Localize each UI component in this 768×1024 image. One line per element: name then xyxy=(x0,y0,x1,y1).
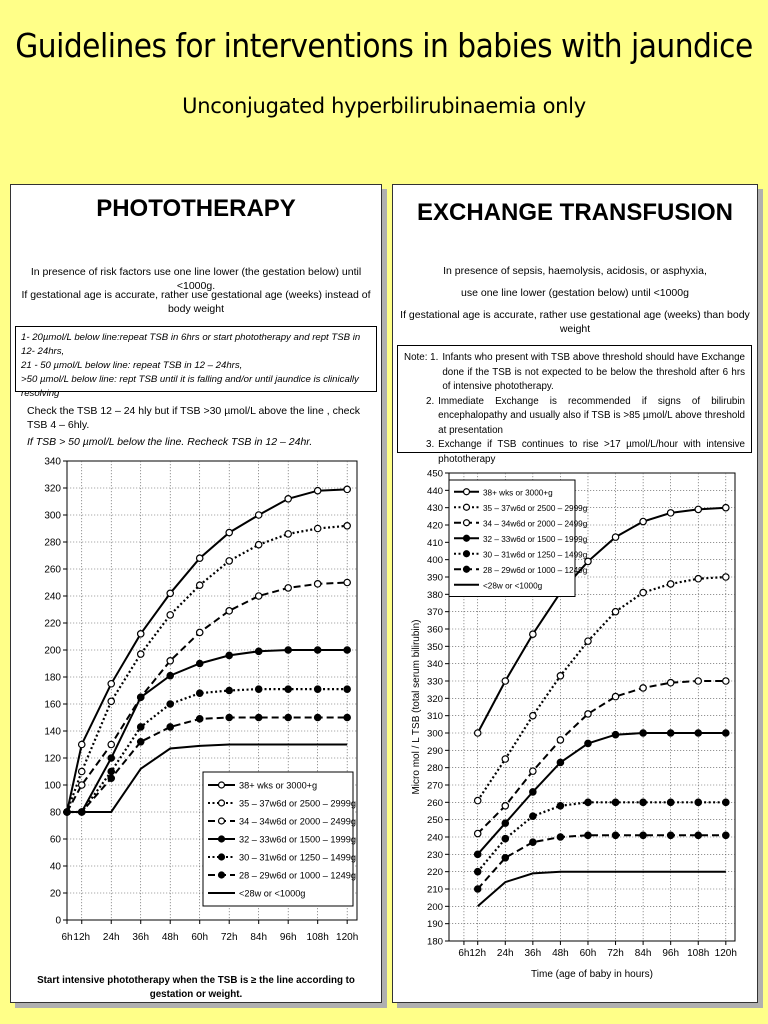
phototherapy-if-text: If TSB > 50 µmol/L below the line. Recheck TSB in 12 – 24hr. xyxy=(27,436,313,448)
x-tick-label: 96h xyxy=(279,932,297,943)
data-point xyxy=(695,730,701,736)
data-point xyxy=(226,687,232,693)
y-tick-label: 180 xyxy=(44,672,61,684)
data-point xyxy=(79,741,85,747)
y-tick-label: 220 xyxy=(426,867,443,879)
data-point xyxy=(226,652,232,658)
y-tick-label: 350 xyxy=(426,641,443,653)
y-tick-label: 440 xyxy=(426,485,443,497)
data-point xyxy=(557,759,563,765)
legend-label: <28w or <1000g xyxy=(483,581,543,591)
y-tick-label: 20 xyxy=(49,888,61,900)
data-point xyxy=(138,694,144,700)
legend-label: 30 – 31w6d or 1250 – 1499g xyxy=(483,550,588,560)
exchange-intro-1: In presence of sepsis, haemolysis, acidosis, or asphyxia, xyxy=(443,265,707,277)
page-subtitle: Unconjugated hyperbilirubinaemia only xyxy=(182,94,586,118)
legend-marker xyxy=(464,504,470,510)
series-line xyxy=(478,835,726,889)
data-point xyxy=(475,730,481,736)
y-tick-label: 370 xyxy=(426,607,443,619)
x-tick-label: 84h xyxy=(634,948,652,959)
series-line xyxy=(478,733,726,854)
data-point xyxy=(167,724,173,730)
data-point xyxy=(475,851,481,857)
data-point xyxy=(585,711,591,717)
data-point xyxy=(197,582,203,588)
data-point xyxy=(612,534,618,540)
data-point xyxy=(723,678,729,684)
x-tick-label: 60h xyxy=(579,948,597,959)
data-point xyxy=(138,739,144,745)
data-point xyxy=(723,730,729,736)
y-tick-label: 410 xyxy=(426,537,443,549)
y-tick-label: 60 xyxy=(49,834,61,846)
note-3-label: 3. xyxy=(426,439,435,450)
data-point xyxy=(226,529,232,535)
legend-label: 28 – 29w6d or 1000 – 1249g xyxy=(483,565,588,575)
y-tick-label: 140 xyxy=(44,726,61,738)
x-axis-title: Time (age of baby in hours) xyxy=(531,969,653,980)
data-point xyxy=(475,886,481,892)
y-tick-label: 260 xyxy=(44,564,61,576)
data-point xyxy=(640,518,646,524)
data-point xyxy=(314,488,320,494)
x-tick-label: 24h xyxy=(102,932,120,943)
data-point xyxy=(255,648,261,654)
exchange-panel xyxy=(392,184,758,1003)
data-point xyxy=(723,799,729,805)
data-point xyxy=(226,714,232,720)
x-tick-label: 120h xyxy=(714,948,737,959)
data-point xyxy=(79,782,85,788)
data-point xyxy=(344,523,350,529)
legend-marker xyxy=(219,800,225,806)
data-point xyxy=(585,638,591,644)
y-tick-label: 230 xyxy=(426,849,443,861)
data-point xyxy=(667,730,673,736)
data-point xyxy=(667,832,673,838)
legend-label: 34 – 34w6d or 2000 – 2499g xyxy=(483,519,588,529)
exchange-chart xyxy=(393,185,757,1002)
data-point xyxy=(502,820,508,826)
x-tick-label: 72h xyxy=(607,948,624,959)
legend-marker xyxy=(464,489,470,495)
note-2: Immediate Exchange is recommended if signs of bilirubin encephalopathy and usually also if TSB is >85 µmol/L above threshold at presentation xyxy=(438,395,745,436)
data-point xyxy=(285,686,291,692)
phototherapy-chart xyxy=(11,185,381,1002)
y-tick-label: 320 xyxy=(426,693,443,705)
y-tick-label: 390 xyxy=(426,572,443,584)
data-point xyxy=(314,581,320,587)
data-point xyxy=(285,647,291,653)
exchange-heading: EXCHANGE TRANSFUSION xyxy=(416,199,734,226)
series-line xyxy=(478,577,726,801)
x-tick-label: 36h xyxy=(132,932,150,943)
legend-label: 32 – 33w6d or 1500 – 1999g xyxy=(483,534,588,544)
data-point xyxy=(585,799,591,805)
data-point xyxy=(314,714,320,720)
phototherapy-panel xyxy=(10,184,382,1003)
y-tick-label: 420 xyxy=(426,520,443,532)
y-tick-label: 0 xyxy=(55,915,61,927)
data-point xyxy=(167,658,173,664)
data-point xyxy=(138,651,144,657)
y-tick-label: 320 xyxy=(44,483,61,495)
data-point xyxy=(530,631,536,637)
data-point xyxy=(344,579,350,585)
series-line xyxy=(478,872,726,907)
data-point xyxy=(695,799,701,805)
x-tick-label: 48h xyxy=(552,948,569,959)
data-point xyxy=(255,512,261,518)
data-point xyxy=(226,558,232,564)
data-point xyxy=(612,832,618,838)
y-tick-label: 40 xyxy=(49,861,61,873)
exchange-intro-3: If gestational age is accurate, rather use gestational age (weeks) than body weight xyxy=(400,309,750,335)
data-point xyxy=(502,803,508,809)
legend-label: 34 – 34w6d or 2000 – 2499g xyxy=(239,816,356,827)
y-tick-label: 260 xyxy=(426,797,443,809)
x-tick-label: 12h xyxy=(73,932,91,943)
legend-label: 38+ wks or 3000+g xyxy=(483,488,553,498)
y-tick-label: 300 xyxy=(426,728,443,740)
data-point xyxy=(226,608,232,614)
data-point xyxy=(167,590,173,596)
data-point xyxy=(138,631,144,637)
data-point xyxy=(612,732,618,738)
data-point xyxy=(108,741,114,747)
data-point xyxy=(695,506,701,512)
legend-label: 38+ wks or 3000+g xyxy=(239,780,318,791)
x-tick-label: 6h xyxy=(458,948,470,959)
phototherapy-heading: PHOTOTHERAPY xyxy=(96,195,296,222)
data-point xyxy=(285,531,291,537)
y-tick-label: 380 xyxy=(426,589,443,601)
data-point xyxy=(612,693,618,699)
data-point xyxy=(502,678,508,684)
x-tick-label: 72h xyxy=(220,932,238,943)
note-1-label: Note: 1. xyxy=(404,352,439,363)
data-point xyxy=(530,712,536,718)
data-point xyxy=(344,714,350,720)
x-tick-label: 108h xyxy=(687,948,710,959)
y-tick-label: 160 xyxy=(44,699,61,711)
data-point xyxy=(475,797,481,803)
y-tick-label: 290 xyxy=(426,745,443,757)
y-tick-label: 100 xyxy=(44,780,61,792)
data-point xyxy=(667,799,673,805)
data-point xyxy=(108,698,114,704)
data-point xyxy=(255,714,261,720)
y-tick-label: 340 xyxy=(426,659,443,671)
data-point xyxy=(475,830,481,836)
y-tick-label: 310 xyxy=(426,711,443,723)
y-tick-label: 450 xyxy=(426,468,443,480)
y-tick-label: 210 xyxy=(426,884,443,896)
legend-label: 35 – 37w6d or 2500 – 2999g xyxy=(483,503,588,513)
phototherapy-intro-2: If gestational age is accurate, rather use gestational age (weeks) instead of body weight xyxy=(21,289,371,315)
y-tick-label: 190 xyxy=(426,919,443,931)
legend-label: 28 – 29w6d or 1000 – 1249g xyxy=(239,870,356,881)
y-tick-label: 200 xyxy=(44,645,61,657)
legend-marker xyxy=(219,782,225,788)
y-tick-label: 240 xyxy=(44,591,61,603)
data-point xyxy=(502,756,508,762)
legend-marker xyxy=(219,872,225,878)
data-point xyxy=(285,714,291,720)
data-point xyxy=(695,678,701,684)
data-point xyxy=(197,555,203,561)
data-point xyxy=(640,589,646,595)
data-point xyxy=(108,755,114,761)
x-tick-label: 84h xyxy=(250,932,268,943)
data-point xyxy=(255,593,261,599)
y-tick-label: 80 xyxy=(49,807,61,819)
data-point xyxy=(344,486,350,492)
note-2-label: 2. xyxy=(426,395,435,407)
data-point xyxy=(314,525,320,531)
legend-label: <28w or <1000g xyxy=(239,888,306,899)
data-point xyxy=(695,832,701,838)
data-point xyxy=(255,686,261,692)
data-point xyxy=(640,799,646,805)
data-point xyxy=(667,680,673,686)
legend-label: 35 – 37w6d or 2500 – 2999g xyxy=(239,798,356,809)
legend-marker xyxy=(219,836,225,842)
note-1: Infants who present with TSB above threshold should have Exchange done if the TSB is not expected to be below the threshold after 6 hrs of intensive phototherapy. xyxy=(442,352,745,392)
data-point xyxy=(108,681,114,687)
data-point xyxy=(530,839,536,845)
box-line-2: 21 - 50 µmol/L below line: repeat TSB in 12 – 24hrs, xyxy=(21,360,243,371)
data-point xyxy=(167,672,173,678)
y-tick-label: 360 xyxy=(426,624,443,636)
series-line xyxy=(478,681,726,834)
legend-marker xyxy=(464,535,470,541)
data-point xyxy=(138,724,144,730)
data-point xyxy=(167,612,173,618)
data-point xyxy=(530,789,536,795)
x-tick-label: 60h xyxy=(191,932,209,943)
data-point xyxy=(344,686,350,692)
legend-marker xyxy=(464,520,470,526)
phototherapy-footer: Start intensive phototherapy when the TSB is ≥ the line according to gestation or weight. xyxy=(37,975,355,1000)
x-tick-label: 24h xyxy=(496,948,514,959)
x-tick-label: 120h xyxy=(336,932,359,943)
data-point xyxy=(695,576,701,582)
data-point xyxy=(557,834,563,840)
data-point xyxy=(197,660,203,666)
legend-marker xyxy=(464,566,470,572)
data-point xyxy=(723,504,729,510)
x-tick-label: 12h xyxy=(469,948,487,959)
phototherapy-intro-1: In presence of risk factors use one line lower (the gestation below) until <1000g. xyxy=(30,266,362,292)
data-point xyxy=(197,690,203,696)
data-point xyxy=(640,685,646,691)
data-point xyxy=(612,608,618,614)
legend-marker xyxy=(219,854,225,860)
y-tick-label: 250 xyxy=(426,815,443,827)
data-point xyxy=(197,629,203,635)
y-tick-label: 330 xyxy=(426,676,443,688)
y-tick-label: 340 xyxy=(44,456,61,468)
y-tick-label: 240 xyxy=(426,832,443,844)
phototherapy-check-text: Check the TSB 12 – 24 hly but if TSB >30 µmol/L above the line , check TSB 4 – 6hly. xyxy=(27,405,361,431)
x-tick-label: 48h xyxy=(161,932,179,943)
data-point xyxy=(108,775,114,781)
data-point xyxy=(667,510,673,516)
data-point xyxy=(557,737,563,743)
data-point xyxy=(612,799,618,805)
data-point xyxy=(314,686,320,692)
data-point xyxy=(314,647,320,653)
data-point xyxy=(530,813,536,819)
data-point xyxy=(585,832,591,838)
data-point xyxy=(723,832,729,838)
y-tick-label: 220 xyxy=(44,618,61,630)
legend-label: 32 – 33w6d or 1500 – 1999g xyxy=(239,834,356,845)
legend-marker xyxy=(219,818,225,824)
data-point xyxy=(557,673,563,679)
y-tick-label: 200 xyxy=(426,901,443,913)
data-point xyxy=(723,574,729,580)
data-point xyxy=(557,803,563,809)
x-tick-label: 36h xyxy=(524,948,542,959)
data-point xyxy=(285,585,291,591)
data-point xyxy=(108,768,114,774)
data-point xyxy=(502,855,508,861)
data-point xyxy=(475,868,481,874)
y-tick-label: 280 xyxy=(44,537,61,549)
y-tick-label: 300 xyxy=(44,510,61,522)
legend-label: 30 – 31w6d or 1250 – 1499g xyxy=(239,852,356,863)
y-tick-label: 180 xyxy=(426,936,443,948)
box-line-1: 1- 20µmol/L below line:repeat TSB in 6hrs or start phototherapy and rept TSB in 12- 24hrs, xyxy=(21,332,361,357)
data-point xyxy=(640,730,646,736)
y-tick-label: 400 xyxy=(426,555,443,567)
box-line-3: >50 µmol/L below line: rept TSB until it is falling and/or until jaundice is clinically resolving xyxy=(21,374,359,399)
data-point xyxy=(344,647,350,653)
data-point xyxy=(585,740,591,746)
y-axis-title: Micro mol / L TSB (total serum bilirubin) xyxy=(411,619,422,795)
x-tick-label: 96h xyxy=(662,948,680,959)
data-point xyxy=(530,768,536,774)
data-point xyxy=(502,836,508,842)
y-tick-label: 280 xyxy=(426,763,443,775)
data-point xyxy=(255,542,261,548)
data-point xyxy=(667,581,673,587)
y-tick-label: 120 xyxy=(44,753,61,765)
x-tick-label: 108h xyxy=(306,932,329,943)
x-tick-label: 6h xyxy=(61,932,73,943)
exchange-intro-2: use one line lower (gestation below) until <1000g xyxy=(461,287,689,299)
data-point xyxy=(640,832,646,838)
data-point xyxy=(79,768,85,774)
page-title: Guidelines for interventions in babies with jaundice xyxy=(15,26,753,65)
note-3: Exchange if TSB continues to rise >17 µmol/L/hour with intensive phototherapy xyxy=(438,439,745,465)
y-tick-label: 430 xyxy=(426,503,443,515)
data-point xyxy=(285,496,291,502)
data-point xyxy=(197,716,203,722)
legend-marker xyxy=(464,551,470,557)
y-tick-label: 270 xyxy=(426,780,443,792)
data-point xyxy=(167,701,173,707)
